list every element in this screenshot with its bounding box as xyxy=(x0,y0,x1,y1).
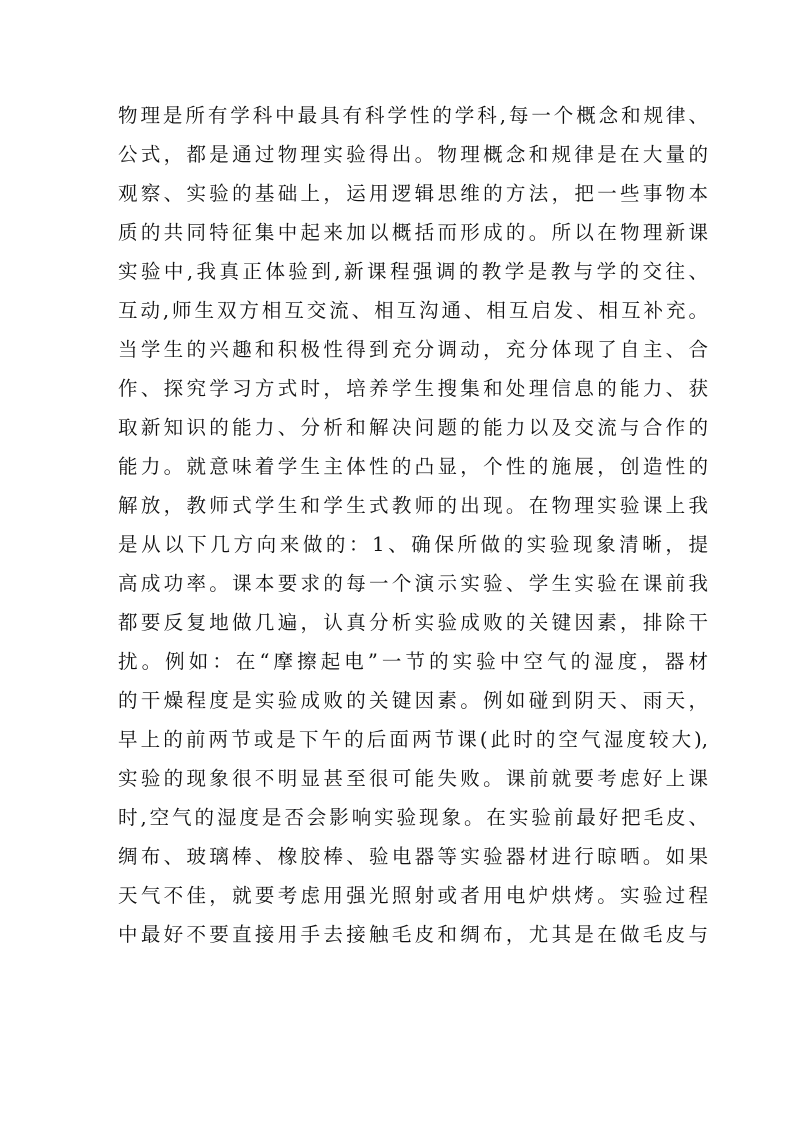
text-line-7: 当学生的兴趣和积极性得到充分调动，充分体现了自主、合 xyxy=(118,338,708,361)
text-line-1: 物理是所有学科中最具有科学性的学科,每一个概念和规律、 xyxy=(118,104,708,127)
text-line-11: 解放，教师式学生和学生式教师的出现。在物理实验课上我 xyxy=(118,494,708,517)
text-line-6: 互动,师生双方相互交流、相互沟通、相互启发、相互补充。 xyxy=(118,299,708,322)
text-line-3: 观察、实验的基础上，运用逻辑思维的方法，把一些事物本 xyxy=(118,182,708,205)
text-line-16: 的干燥程度是实验成败的关键因素。例如碰到阴天、雨天， xyxy=(118,689,708,712)
text-line-21: 天气不佳，就要考虑用强光照射或者用电炉烘烤。实验过程 xyxy=(118,884,708,907)
text-line-12: 是从以下几方向来做的：1、确保所做的实验现象清晰，提 xyxy=(118,533,708,556)
text-line-8: 作、探究学习方式时，培养学生搜集和处理信息的能力、获 xyxy=(118,377,708,400)
text-line-22: 中最好不要直接用手去接触毛皮和绸布，尤其是在做毛皮与 xyxy=(118,923,708,946)
text-line-19: 时,空气的湿度是否会影响实验现象。在实验前最好把毛皮、 xyxy=(118,806,708,829)
text-line-9: 取新知识的能力、分析和解决问题的能力以及交流与合作的 xyxy=(118,416,708,439)
text-line-20: 绸布、玻璃棒、橡胶棒、验电器等实验器材进行晾晒。如果 xyxy=(118,845,708,868)
text-line-14: 都要反复地做几遍，认真分析实验成败的关键因素，排除干 xyxy=(118,611,708,634)
text-line-2: 公式，都是通过物理实验得出。物理概念和规律是在大量的 xyxy=(118,143,708,166)
text-line-4: 质的共同特征集中起来加以概括而形成的。所以在物理新课 xyxy=(118,221,708,244)
text-line-10: 能力。就意味着学生主体性的凸显，个性的施展，创造性的 xyxy=(118,455,708,478)
text-line-17: 早上的前两节或是下午的后面两节课(此时的空气湿度较大), xyxy=(118,728,708,751)
text-line-5: 实验中,我真正体验到,新课程强调的教学是教与学的交往、 xyxy=(118,260,708,283)
body-paragraph xyxy=(118,96,708,954)
text-line-15: 扰。例如：在“摩擦起电”一节的实验中空气的湿度，器材 xyxy=(118,650,708,673)
text-line-13: 高成功率。课本要求的每一个演示实验、学生实验在课前我 xyxy=(118,572,708,595)
text-line-18: 实验的现象很不明显甚至很可能失败。课前就要考虑好上课 xyxy=(118,767,708,790)
